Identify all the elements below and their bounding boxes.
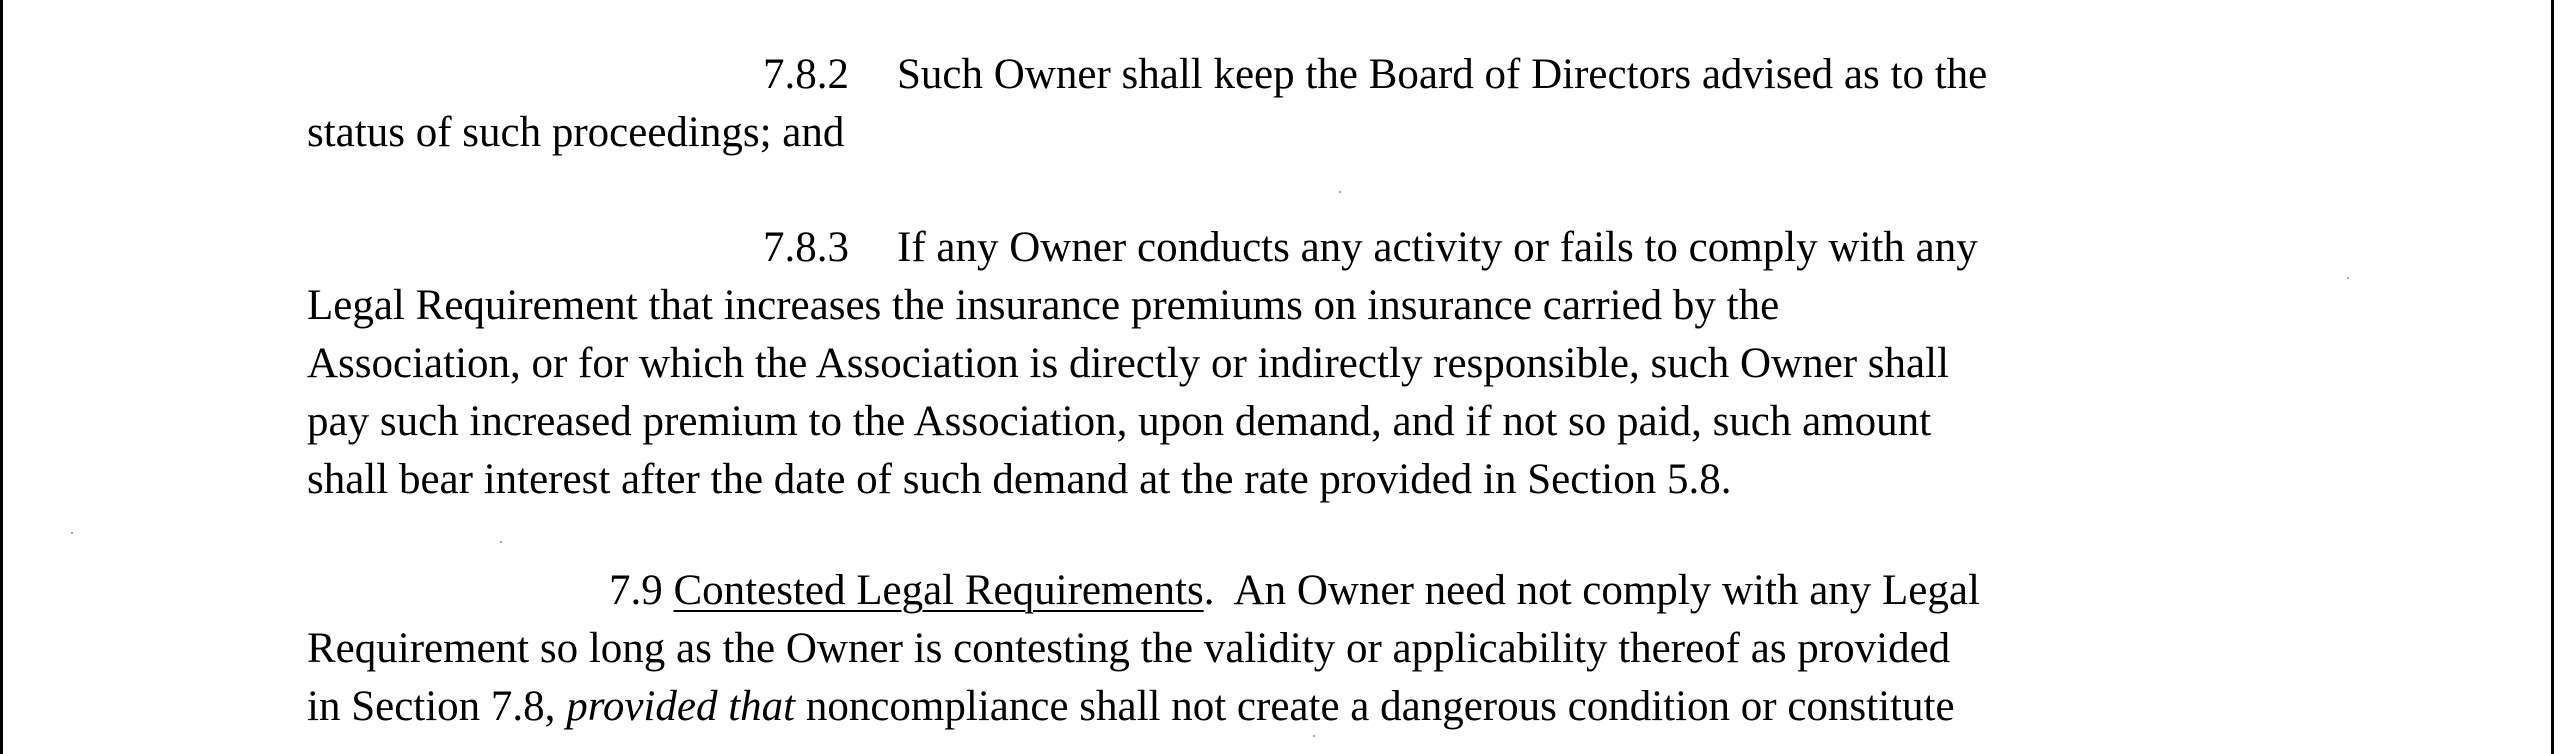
section-text: Such Owner shall keep the Board of Directors advised as to the <box>897 51 1988 98</box>
section-7-8-2-line-1 <box>307 46 2317 104</box>
section-7-9-line-3 <box>307 678 2317 736</box>
section-7-8-3-line-2: Legal Requirement that increases the insurance premiums on insurance carried by the <box>307 282 1780 329</box>
section-text: . An Owner need not comply with any Legal <box>1203 567 1980 614</box>
section-number: 7.8.2 <box>763 51 849 98</box>
scan-speck <box>500 541 502 543</box>
scan-speck <box>2347 277 2349 279</box>
section-text: noncompliance shall not create a dangerous condition or constitute <box>795 683 1955 730</box>
section-7-9-line-2: Requirement so long as the Owner is contesting the validity or applicability thereof as provided <box>307 625 1951 672</box>
section-7-9 <box>307 562 2317 736</box>
section-7-9-line-1 <box>307 562 2317 620</box>
section-text: in Section 7.8, <box>307 683 567 730</box>
scan-speck <box>71 532 73 534</box>
emphasis-text: provided that <box>566 683 796 730</box>
section-7-8-2 <box>307 46 2317 162</box>
section-7-8-3-line-5: shall bear interest after the date of such demand at the rate provided in Section 5.8. <box>307 456 1732 503</box>
section-7-8-3 <box>307 219 2317 509</box>
section-number: 7.9 <box>609 567 663 614</box>
scan-speck <box>1339 191 1341 193</box>
section-7-8-2-line-2: status of such proceedings; and <box>307 109 845 156</box>
section-7-8-3-line-3: Association, or for which the Association is directly or indirectly responsible, such Owner shall <box>307 340 1950 387</box>
section-heading: Contested Legal Requirements <box>673 567 1204 614</box>
section-text: If any Owner conducts any activity or fails to comply with any <box>897 224 1978 271</box>
scan-speck <box>1313 735 1315 737</box>
section-number: 7.8.3 <box>763 224 849 271</box>
section-7-8-3-line-4: pay such increased premium to the Association, upon demand, and if not so paid, such amount <box>307 398 1932 445</box>
section-7-8-3-line-1 <box>307 219 2317 277</box>
